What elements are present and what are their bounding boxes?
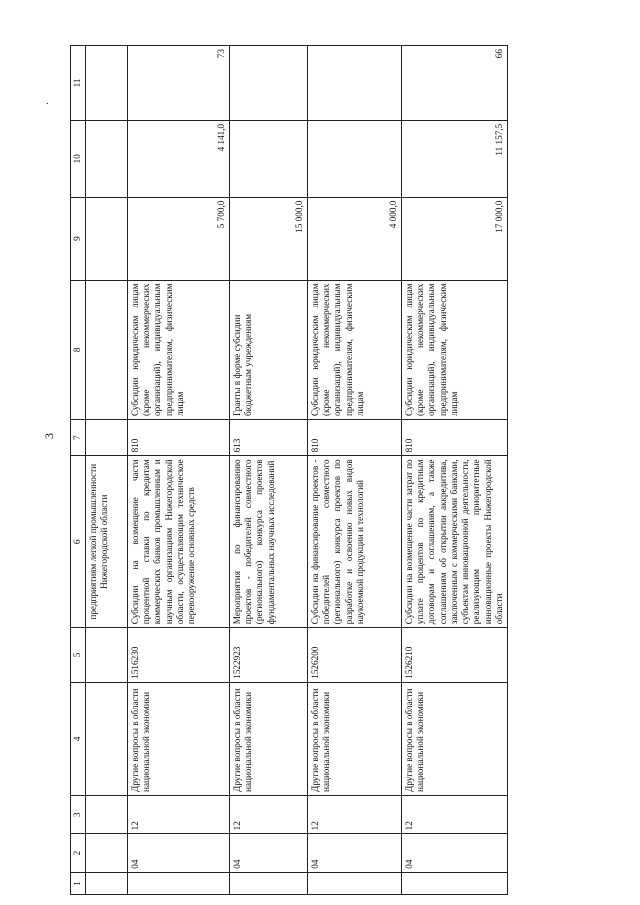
header-cell: 3 [71,795,86,833]
expense-type-name: Гранты в форме субсидии бюджетным учреждениям [230,280,308,419]
section-name: Другие вопросы в области национальной экономики [402,682,508,795]
subsection-code: 12 [308,795,402,833]
subsection-code: 12 [402,795,508,833]
executed-amount: 4 141,0 [128,120,230,197]
execution-percent [230,46,308,121]
section-name: Другие вопросы в области национальной экономики [308,682,402,795]
expense-type-code: 810 [308,420,402,456]
section-code: 04 [402,834,508,872]
target-code: 1516230 [128,628,230,683]
planned-amount: 5 700,0 [128,197,230,280]
scan-mark: . [46,96,49,107]
planned-amount: 15 000,0 [230,197,308,280]
header-cell: 5 [71,628,86,683]
target-description: Мероприятия по финансированию проектов - победителей совместного (регионального) конкурса проектов фундаментальных научных исследований [230,456,308,628]
expense-type-name: Субсидии юридическим лицам (кроме некоммерческих организаций), индивидуальным предпринимателям, физическим лицам [128,280,230,419]
planned-amount: 4 000,0 [308,197,402,280]
table-row [230,46,308,895]
subsection-code: 12 [230,795,308,833]
header-cell: 9 [71,197,86,280]
target-code: 1522923 [230,628,308,683]
target-description: Субсидии на возмещение части затрат по уплате процентов по кредитным договорам и соглашениям, а также соглашениям об открытии аккредитива, заключенным с коммерческими банками, субъектам инновационной деятельности, реализующим приоритетные инновационные проекты Нижегородской области [402,456,508,628]
continuation-row [86,46,128,895]
header-cell: 2 [71,834,86,872]
header-cell: 11 [71,46,86,121]
table-row [308,46,402,895]
target-description: Субсидии на финансирование проектов - победителей совместного (регионального) конкурса проектов по разработке и освоению новых видов наукоемкой продукции и технологий [308,456,402,628]
section-name: Другие вопросы в области национальной экономики [128,682,230,795]
section-name: Другие вопросы в области национальной экономики [230,682,308,795]
execution-percent: 73 [128,46,230,121]
page-number: 3 [42,433,56,439]
expense-type-code: 613 [230,420,308,456]
executed-amount [230,120,308,197]
header-cell: 6 [71,456,86,628]
header-cell: 7 [71,420,86,456]
rotated-table-container [70,45,504,895]
header-cell: 1 [71,872,86,894]
table-row [128,46,230,895]
target-description: Субсидии на возмещение части процентной ставки по кредитам коммерческих банков промышленным и научным организациям Нижегородской области, осуществляющим техническое перевооружение основных средств [128,456,230,628]
section-code: 04 [128,834,230,872]
table-row [402,46,508,895]
target-code: 1526200 [308,628,402,683]
execution-percent [308,46,402,121]
executed-amount [308,120,402,197]
execution-percent: 66 [402,46,508,121]
budget-table [70,45,508,895]
target-code: 1526210 [402,628,508,683]
executed-amount: 11 157,5 [402,120,508,197]
expense-type-code: 810 [128,420,230,456]
section-code: 04 [230,834,308,872]
planned-amount: 17 000,0 [402,197,508,280]
expense-type-name: Субсидии юридическим лицам (кроме некоммерческих организаций), индивидуальным предпринимателям, физическим лицам [308,280,402,419]
expense-type-code: 810 [402,420,508,456]
section-code: 04 [308,834,402,872]
header-row [71,46,86,895]
expense-type-name: Субсидии юридическим лицам (кроме некоммерческих организаций), индивидуальным предпринимателям, физическим лицам [402,280,508,419]
subsection-code: 12 [128,795,230,833]
header-cell: 4 [71,682,86,795]
continuation-text: предприятиям легкой промышленности Нижегородской области [86,456,128,628]
header-cell: 10 [71,120,86,197]
header-cell: 8 [71,280,86,419]
